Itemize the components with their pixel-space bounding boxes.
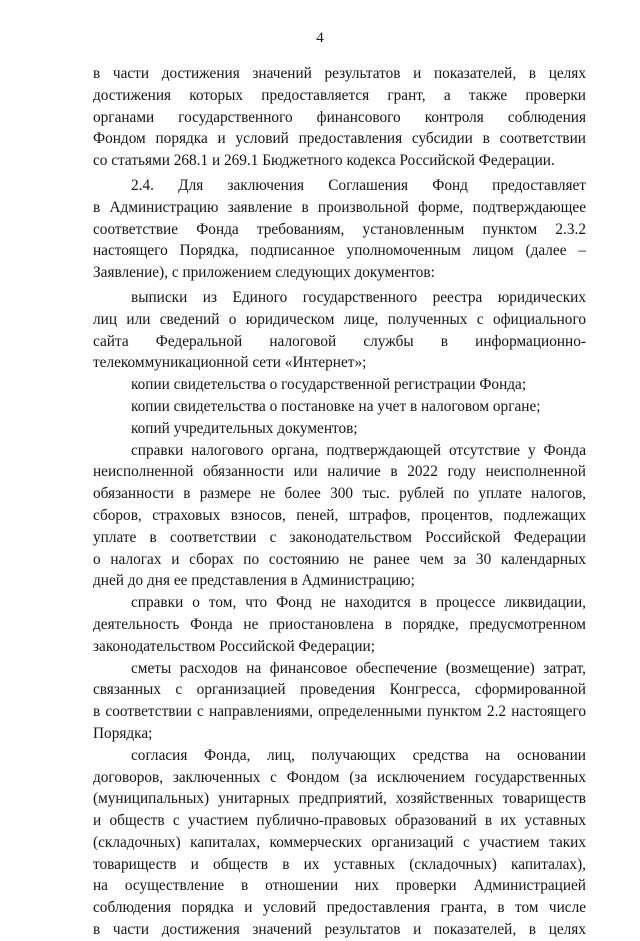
text-line: связанных с организацией проведения Конгресса, сформированной [93,681,586,699]
text-line: сайта Федеральной налоговой службы в информационно- [93,332,586,350]
text-line: лиц или сведений о юридическом лице, полученных с официального [93,310,586,328]
text-line: копии свидетельства о государственной регистрации Фонда; [131,376,527,394]
text-line: в части достижения значений результатов и показателей, в целях [93,921,586,939]
text-line: товариществ и обществ в их уставных (складочных) капиталах), [93,855,586,873]
text-line: и обществ с участием публично-правовых образований в их уставных [93,812,586,830]
text-line: Фондом порядка и условий предоставления субсидии в соответствии [93,130,586,148]
text-line: выписки из Единого государственного реестра юридических [131,288,586,306]
text-line: сметы расходов на финансовое обеспечение (возмещение) затрат, [131,659,586,677]
text-line: неисполненной обязанности или наличие в 2022 году неисполненной [93,463,586,481]
text-line: в Администрацию заявление в произвольной форме, подтверждающее [93,198,586,216]
text-line: о налогах и сборах по состоянию не ранее чем за 30 календарных [93,550,586,568]
page-number: 4 [316,30,324,46]
document-body [93,63,586,941]
text-line: обязанности в размере не более 300 тыс. рублей по уплате налогов, [93,485,586,503]
text-line: дней до дня ее представления в Администрацию; [93,572,415,590]
text-line: 2.4. Для заключения Соглашения Фонд предоставляет [131,176,586,194]
text-line: (муниципальных) унитарных предприятий, хозяйственных товариществ [93,790,586,808]
text-line: (складочных) капиталах, коммерческих организаций с участием таких [93,833,586,851]
text-line: копий учредительных документов; [131,419,358,437]
text-line: органами государственного финансового контроля соблюдения [93,108,586,126]
text-line: Заявление), с приложением следующих документов: [93,264,435,282]
text-line: со статьями 268.1 и 269.1 Бюджетного кодекса Российской Федерации. [93,152,555,170]
text-line: достижения которых предоставляется грант, а также проверки [93,86,586,104]
text-line: Порядка; [93,724,153,742]
text-line: в части достижения значений результатов и показателей, в целях [93,65,586,82]
text-line: настоящего Порядка, подписанное уполномоченным лицом (далее – [93,242,586,260]
text-line: законодательством Российской Федерации; [93,637,375,655]
text-line: копии свидетельства о постановке на учет в налоговом органе; [131,397,541,415]
text-line: соответствие Фонда требованиям, установленным пунктом 2.3.2 [93,220,586,238]
text-line: уплате в соответствии с законодательством Российской Федерации [93,528,586,546]
text-line: справки о том, что Фонд не находится в процессе ликвидации, [131,594,586,612]
text-line: соблюдения порядка и условий предоставления гранта, в том числе [93,899,586,917]
text-line: справки налогового органа, подтверждающей отсутствие у Фонда [131,441,586,459]
text-line: договоров, заключенных с Фондом (за исключением государственных [93,768,586,786]
text-line: телекоммуникационной сети «Интернет»; [93,354,367,372]
text-line: в соответствии с направлениями, определенными пунктом 2.2 настоящего [93,703,586,721]
text-line: сборов, страховых взносов, пеней, штрафов, процентов, подлежащих [93,506,586,524]
text-line: деятельность Фонда не приостановлена в порядке, предусмотренном [93,615,586,633]
text-line: согласия Фонда, лиц, получающих средства на основании [131,746,586,764]
text-line: на осуществление в отношении них проверки Администрацией [93,877,586,895]
